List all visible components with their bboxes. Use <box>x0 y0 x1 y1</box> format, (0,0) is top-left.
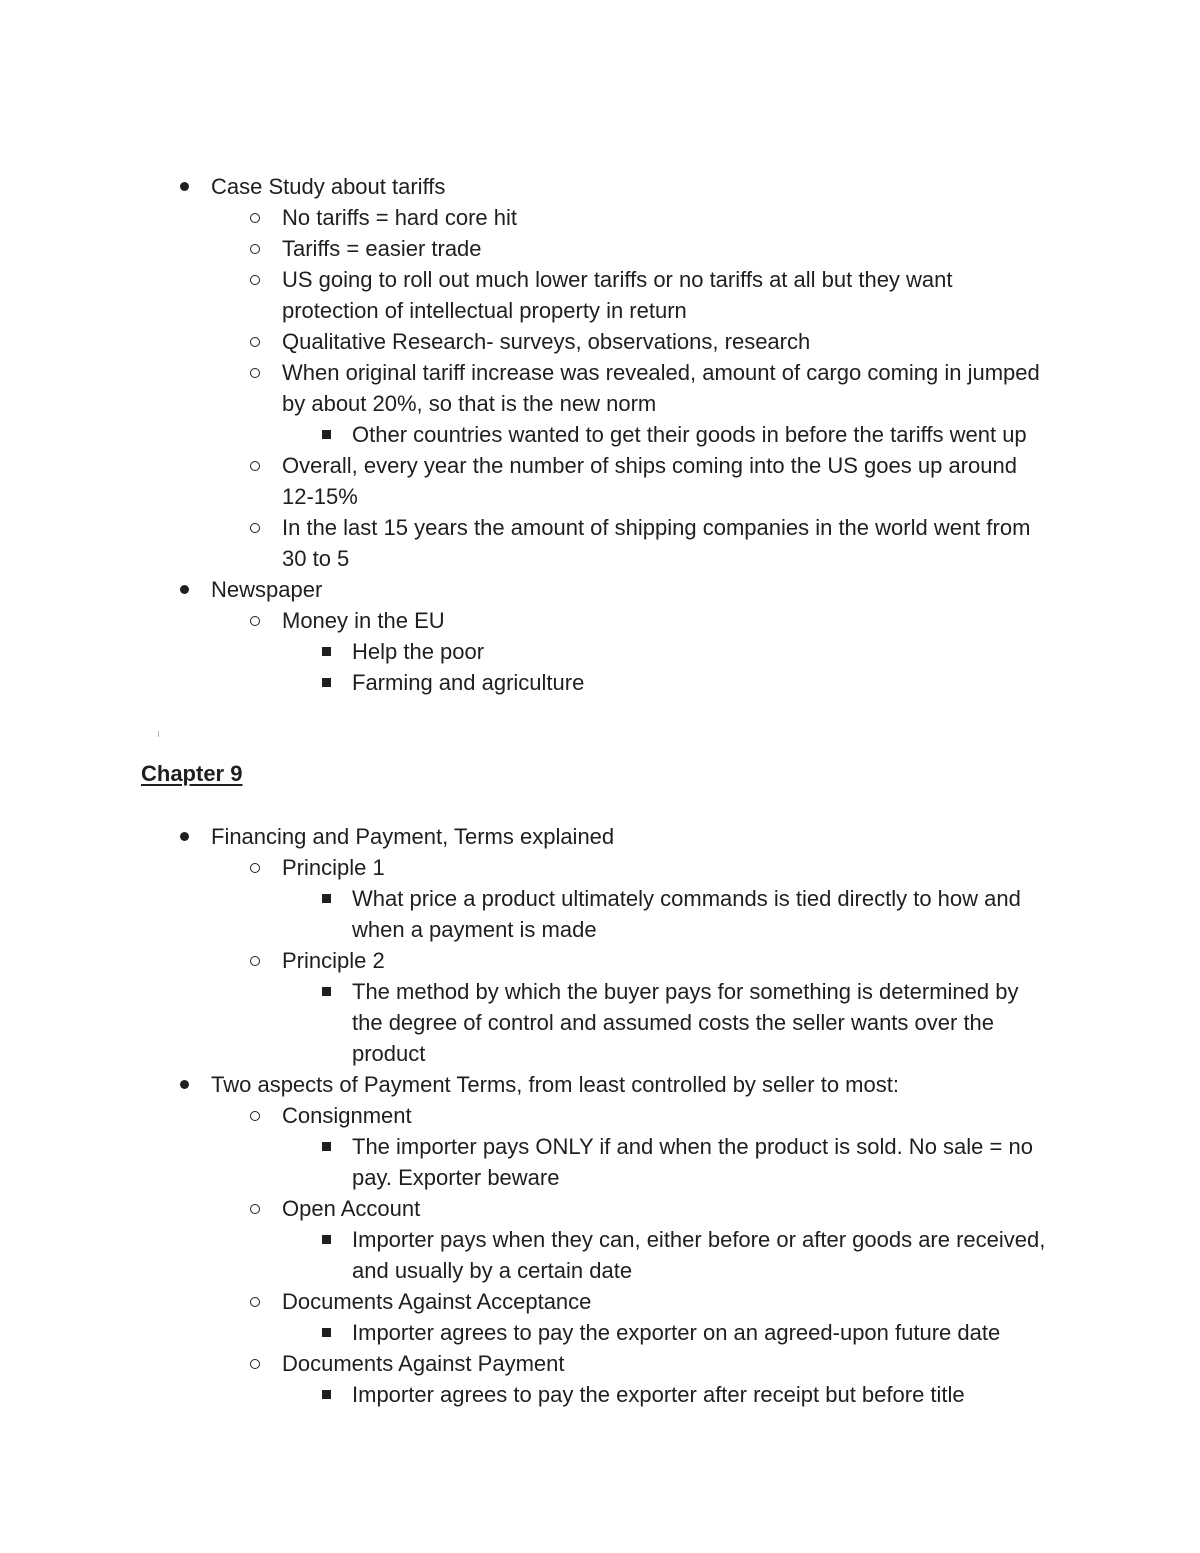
sub-bullet-item <box>0 852 1200 883</box>
item-text: No tariffs = hard core hit <box>282 205 517 230</box>
circle-bullet-icon <box>247 202 263 233</box>
square-bullet-icon <box>318 636 334 667</box>
circle-bullet-icon <box>247 1100 263 1131</box>
disc-bullet-icon <box>176 1069 192 1100</box>
item-text: Qualitative Research- surveys, observations, research <box>282 329 811 354</box>
page-mark <box>158 731 159 737</box>
item-text: Documents Against Acceptance <box>282 1289 592 1314</box>
square-bullet-icon <box>318 976 334 1007</box>
sub-sub-bullet-item <box>0 976 1200 1069</box>
item-text: The importer pays ONLY if and when the product is sold. No sale = no pay. Exporter beware <box>352 1134 1033 1190</box>
sub-bullet-item <box>0 233 1200 264</box>
square-bullet-icon <box>318 419 334 450</box>
sub-bullet-item <box>0 202 1200 233</box>
sub-bullet-item <box>0 264 1200 326</box>
chapter-heading: Chapter 9 <box>141 761 243 786</box>
sub-bullet-item <box>0 945 1200 976</box>
disc-bullet-icon <box>176 821 192 852</box>
circle-bullet-icon <box>247 512 263 543</box>
sub-sub-bullet-item <box>0 636 1200 667</box>
square-bullet-icon <box>318 667 334 698</box>
nested-list <box>0 1131 1200 1193</box>
item-text: Importer agrees to pay the exporter on an agreed-upon future date <box>352 1320 1001 1345</box>
item-text: What price a product ultimately commands is tied directly to how and when a payment is made <box>352 886 1021 942</box>
nested-list <box>0 1317 1200 1348</box>
sub-bullet-item <box>0 605 1200 636</box>
notes-list-tariffs <box>0 171 1200 698</box>
sub-sub-bullet-item <box>0 1379 1200 1410</box>
item-text: Principle 1 <box>282 855 385 880</box>
nested-list <box>0 1224 1200 1286</box>
bullet-item <box>0 821 1200 852</box>
item-text: Documents Against Payment <box>282 1351 565 1376</box>
sub-bullet-item <box>0 1286 1200 1317</box>
item-text: Overall, every year the number of ships coming into the US goes up around 12-15% <box>282 453 1017 509</box>
nested-list <box>0 419 1200 450</box>
item-text: Principle 2 <box>282 948 385 973</box>
nested-list <box>0 1100 1200 1410</box>
nested-list <box>0 1379 1200 1410</box>
sub-sub-bullet-item <box>0 1224 1200 1286</box>
sub-bullet-item <box>0 326 1200 357</box>
nested-list <box>0 852 1200 1069</box>
nested-list <box>0 202 1200 574</box>
disc-bullet-icon <box>176 171 192 202</box>
sub-bullet-item <box>0 357 1200 419</box>
nested-list <box>0 636 1200 698</box>
item-text: Importer pays when they can, either before or after goods are received, and usually by a certain date <box>352 1227 1046 1283</box>
circle-bullet-icon <box>247 326 263 357</box>
nested-list <box>0 605 1200 698</box>
circle-bullet-icon <box>247 357 263 388</box>
item-text: Two aspects of Payment Terms, from least controlled by seller to most: <box>211 1072 899 1097</box>
square-bullet-icon <box>318 883 334 914</box>
item-text: Consignment <box>282 1103 412 1128</box>
circle-bullet-icon <box>247 450 263 481</box>
sub-bullet-item <box>0 1348 1200 1379</box>
sub-bullet-item <box>0 1193 1200 1224</box>
item-text: In the last 15 years the amount of shipping companies in the world went from 30 to 5 <box>282 515 1031 571</box>
bullet-item <box>0 1069 1200 1100</box>
circle-bullet-icon <box>247 852 263 883</box>
item-text: Help the poor <box>352 639 485 664</box>
disc-bullet-icon <box>176 574 192 605</box>
circle-bullet-icon <box>247 1348 263 1379</box>
item-text: The method by which the buyer pays for something is determined by the degree of control and assumed costs the seller wants over the product <box>352 979 1019 1066</box>
item-text: Importer agrees to pay the exporter after receipt but before title <box>352 1382 965 1407</box>
circle-bullet-icon <box>247 605 263 636</box>
circle-bullet-icon <box>247 945 263 976</box>
sub-bullet-item <box>0 512 1200 574</box>
square-bullet-icon <box>318 1317 334 1348</box>
item-text: When original tariff increase was revealed, amount of cargo coming in jumped by about 20%, so that is the new norm <box>282 360 1040 416</box>
item-text: Farming and agriculture <box>352 670 585 695</box>
sub-sub-bullet-item <box>0 883 1200 945</box>
sub-sub-bullet-item <box>0 1317 1200 1348</box>
nested-list <box>0 976 1200 1069</box>
circle-bullet-icon <box>247 233 263 264</box>
item-text: Financing and Payment, Terms explained <box>211 824 615 849</box>
sub-sub-bullet-item <box>0 419 1200 450</box>
bullet-item <box>0 171 1200 202</box>
notes-list-chapter-9 <box>0 821 1200 1410</box>
circle-bullet-icon <box>247 264 263 295</box>
square-bullet-icon <box>318 1131 334 1162</box>
sub-sub-bullet-item <box>0 1131 1200 1193</box>
nested-list <box>0 883 1200 945</box>
item-text: Newspaper <box>211 577 323 602</box>
circle-bullet-icon <box>247 1193 263 1224</box>
bullet-item <box>0 574 1200 605</box>
square-bullet-icon <box>318 1379 334 1410</box>
item-text: Other countries wanted to get their goods in before the tariffs went up <box>352 422 1027 447</box>
square-bullet-icon <box>318 1224 334 1255</box>
item-text: Case Study about tariffs <box>211 174 446 199</box>
sub-sub-bullet-item <box>0 667 1200 698</box>
item-text: Open Account <box>282 1196 421 1221</box>
circle-bullet-icon <box>247 1286 263 1317</box>
item-text: Money in the EU <box>282 608 445 633</box>
sub-bullet-item <box>0 450 1200 512</box>
sub-bullet-item <box>0 1100 1200 1131</box>
item-text: Tariffs = easier trade <box>282 236 482 261</box>
item-text: US going to roll out much lower tariffs or no tariffs at all but they want protection of intellectual property in return <box>282 267 953 323</box>
